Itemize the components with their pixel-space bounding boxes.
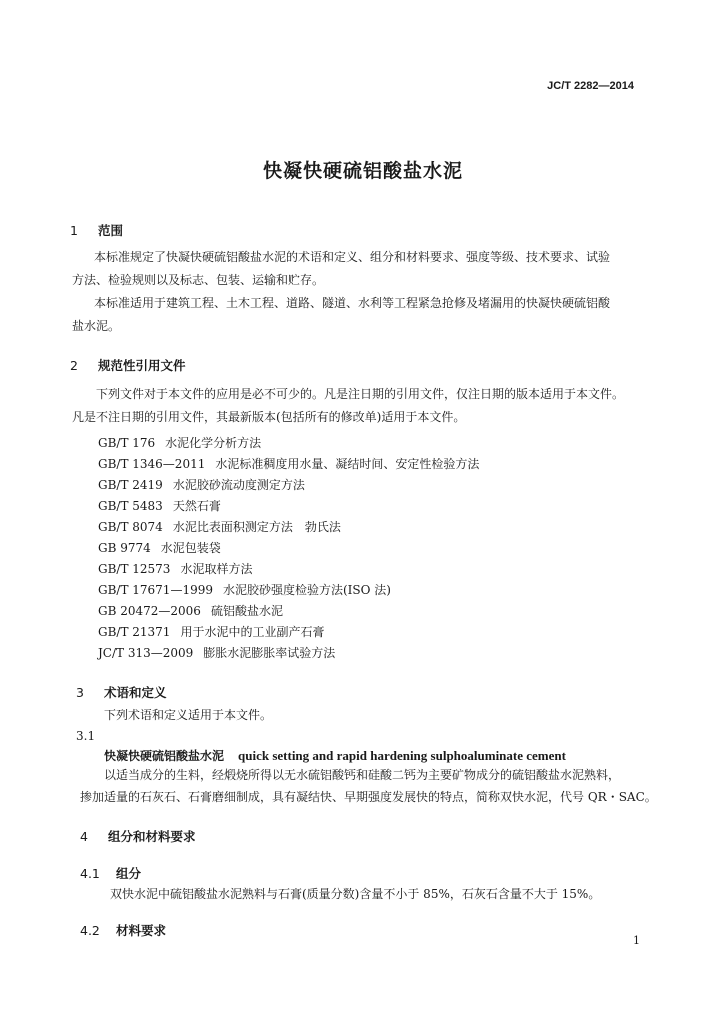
document-title: 快凝快硬硫铝酸盐水泥 [262, 160, 463, 182]
term-number: 3.1 [76, 729, 96, 743]
paragraph-line: 掺加适量的石灰石、石膏磨细制成，具有凝结快、早期强度发展快的特点，简称双快水泥，代号 QR・SAC。 [80, 790, 657, 804]
section-title: 规范性引用文件 [98, 358, 186, 373]
subsection-title: 组分 [116, 866, 142, 881]
reference-code: GB 9774 [98, 541, 151, 555]
reference-item [98, 644, 335, 661]
paragraph-line: 凡是不注日期的引用文件，其最新版本(包括所有的修改单)适用于本文件。 [72, 410, 466, 424]
reference-code: GB/T 12573 [98, 562, 171, 576]
section-number: 1 [70, 223, 78, 238]
reference-code: GB/T 8074 [98, 520, 163, 534]
reference-title: 水泥化学分析方法 [165, 436, 262, 450]
reference-code: GB/T 176 [98, 436, 156, 450]
reference-item [98, 623, 324, 640]
reference-code: JC/T 313—2009 [98, 646, 194, 660]
reference-code: GB/T 21371 [98, 625, 171, 639]
reference-code: GB/T 17671—1999 [98, 583, 213, 597]
reference-code: GB/T 1346—2011 [98, 457, 206, 471]
subsection-number: 4.2 [80, 923, 100, 938]
section-3-heading [76, 683, 167, 701]
reference-title: 水泥比表面积测定方法 勃氏法 [172, 520, 341, 534]
reference-item [98, 560, 252, 577]
paragraph-line: 本标准规定了快凝快硬硫铝酸盐水泥的术语和定义、组分和材料要求、强度等级、技术要求、试验 [94, 250, 611, 264]
paragraph-line: 双快水泥中硫铝酸盐水泥熟料与石膏(质量分数)含量不小于 85%，石灰石含量不大于 15%。 [110, 887, 601, 901]
reference-title: 水泥标准稠度用水量、凝结时间、安定性检验方法 [215, 457, 480, 471]
section-number: 4 [80, 829, 88, 844]
reference-item [98, 581, 391, 598]
term-entry [104, 745, 566, 764]
reference-title: 膨胀水泥膨胀率试验方法 [203, 646, 336, 660]
paragraph-line: 方法、检验规则以及标志、包装、运输和贮存。 [72, 273, 325, 287]
reference-title: 水泥取样方法 [180, 562, 253, 576]
section-number: 2 [70, 358, 78, 373]
reference-item [98, 602, 283, 619]
section-title: 范围 [98, 223, 124, 238]
page-number: 1 [633, 934, 640, 947]
reference-title: 硫铝酸盐水泥 [210, 604, 283, 618]
section-title: 术语和定义 [104, 685, 167, 700]
term-chinese: 快凝快硬硫铝酸盐水泥 [104, 749, 225, 763]
subsection-title: 材料要求 [116, 923, 167, 938]
section-1-heading [70, 221, 123, 239]
reference-item [98, 539, 221, 556]
section-2-heading [70, 356, 186, 374]
standard-code: JC/T 2282—2014 [547, 80, 634, 92]
reference-title: 天然石膏 [172, 499, 221, 513]
paragraph-line: 下列术语和定义适用于本文件。 [104, 708, 273, 722]
paragraph-line: 盐水泥。 [72, 319, 121, 333]
reference-item [98, 455, 479, 472]
section-number: 3 [76, 685, 84, 700]
term-english: quick setting and rapid hardening sulphoaluminate cement [238, 748, 566, 763]
reference-title: 用于水泥中的工业副产石膏 [180, 625, 325, 639]
subsection-4-1-heading [80, 864, 141, 882]
reference-item [98, 518, 341, 535]
reference-code: GB 20472—2006 [98, 604, 201, 618]
reference-item [98, 434, 261, 451]
paragraph-line: 以适当成分的生料，经煅烧所得以无水硫铝酸钙和硅酸二钙为主要矿物成分的硫铝酸盐水泥熟料， [104, 768, 621, 782]
section-4-heading [80, 827, 196, 845]
reference-title: 水泥包装袋 [160, 541, 221, 555]
reference-code: GB/T 2419 [98, 478, 163, 492]
subsection-number: 4.1 [80, 866, 100, 881]
reference-title: 水泥胶砂流动度测定方法 [172, 478, 305, 492]
paragraph-line: 下列文件对于本文件的应用是必不可少的。凡是注日期的引用文件，仅注日期的版本适用于本文件。 [96, 387, 625, 401]
reference-item [98, 476, 305, 493]
reference-item [98, 497, 221, 514]
reference-title: 水泥胶砂强度检验方法(ISO 法) [222, 583, 391, 597]
subsection-4-2-heading [80, 921, 166, 939]
paragraph-line: 本标准适用于建筑工程、土木工程、道路、隧道、水利等工程紧急抢修及堵漏用的快凝快硬硫铝酸 [94, 296, 611, 310]
section-title: 组分和材料要求 [108, 829, 196, 844]
reference-code: GB/T 5483 [98, 499, 163, 513]
